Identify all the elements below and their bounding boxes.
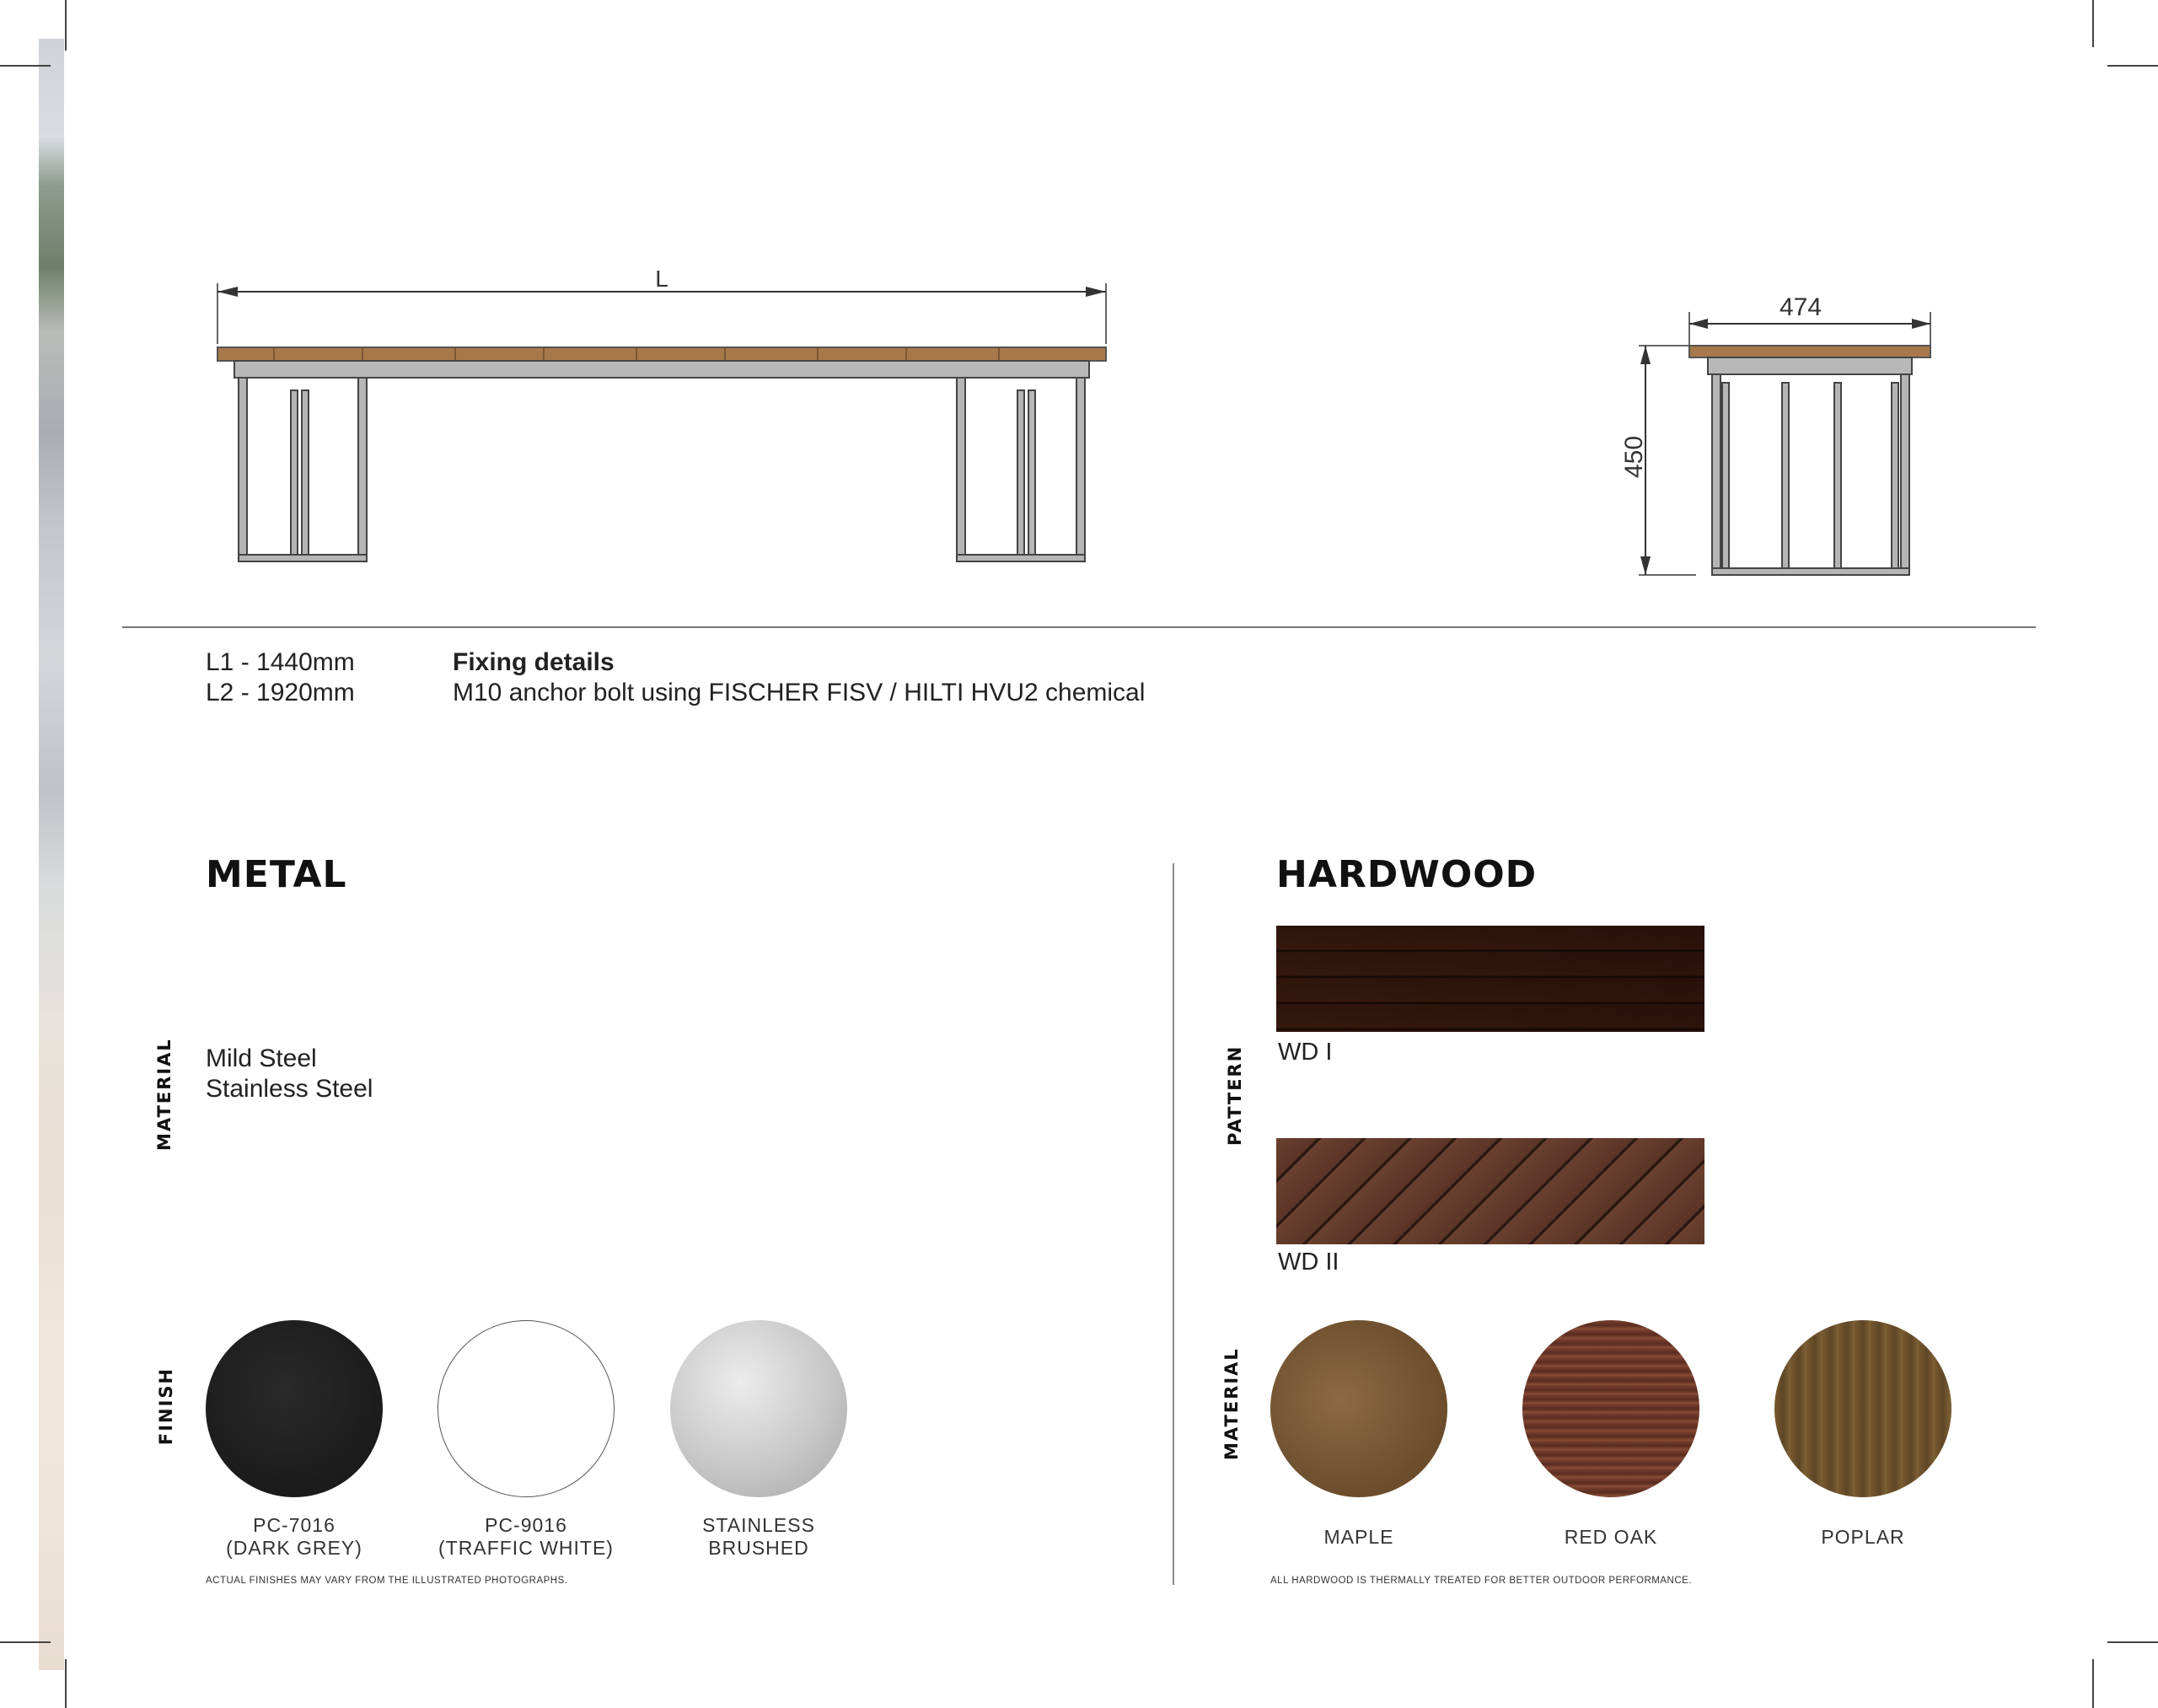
metal-material-1: Mild Steel bbox=[206, 1045, 317, 1072]
crop-mark bbox=[65, 1659, 67, 1708]
finish-name: BRUSHED bbox=[708, 1537, 809, 1559]
finish-swatch-dark-grey bbox=[206, 1320, 383, 1497]
length-dimension-label: L bbox=[655, 266, 668, 292]
crop-mark bbox=[2107, 1641, 2158, 1643]
finish-caption-stainless bbox=[641, 1514, 877, 1560]
finish-swatch-traffic-white bbox=[438, 1320, 615, 1497]
finish-name: (TRAFFIC WHITE) bbox=[438, 1537, 614, 1559]
wood-swatch-poplar bbox=[1774, 1320, 1951, 1497]
hardwood-material-label: MATERIAL bbox=[1221, 1347, 1242, 1460]
crop-mark bbox=[2092, 0, 2094, 47]
hardwood-section-title: HARDWOOD bbox=[1276, 853, 1538, 896]
finish-code: STAINLESS bbox=[702, 1514, 815, 1536]
height-dimension-label: 450 bbox=[1620, 435, 1648, 479]
pattern-image-wd1 bbox=[1276, 926, 1704, 1032]
finish-code: PC-7016 bbox=[253, 1514, 336, 1536]
wood-caption-red-oak: RED OAK bbox=[1564, 1526, 1658, 1548]
crop-mark bbox=[2107, 65, 2158, 67]
metal-finish-note: ACTUAL FINISHES MAY VARY FROM THE ILLUSTRATED PHOTOGRAPHS. bbox=[206, 1576, 568, 1586]
pattern-image-wd2 bbox=[1276, 1138, 1704, 1244]
finish-caption-traffic-white bbox=[408, 1514, 644, 1560]
column-divider bbox=[1173, 863, 1174, 1585]
finish-caption-dark-grey bbox=[176, 1514, 412, 1560]
finish-swatch-stainless-brushed bbox=[670, 1320, 847, 1497]
finish-code: PC-9016 bbox=[485, 1514, 567, 1536]
hardwood-note: ALL HARDWOOD IS THERMALLY TREATED FOR BETTER OUTDOOR PERFORMANCE. bbox=[1270, 1576, 1693, 1586]
pattern-label-wd2: WD II bbox=[1278, 1249, 1339, 1276]
metal-finish-label: FINISH bbox=[156, 1367, 176, 1446]
crop-mark bbox=[2092, 1659, 2094, 1708]
fixing-details-title: Fixing details bbox=[453, 648, 615, 676]
length-spec-1: L1 - 1440mm bbox=[206, 648, 355, 676]
metal-material-label: MATERIAL bbox=[154, 1038, 174, 1151]
metal-section-title: METAL bbox=[206, 853, 347, 896]
bench-front-elevation bbox=[0, 253, 1130, 573]
bench-side-elevation bbox=[1602, 278, 1956, 590]
pattern-label-wd1: WD I bbox=[1278, 1039, 1333, 1066]
crop-mark bbox=[0, 1641, 51, 1643]
fixing-details-text: M10 anchor bolt using FISCHER FISV / HILTI HVU2 chemical bbox=[453, 679, 1146, 706]
width-dimension-label: 474 bbox=[1779, 293, 1822, 321]
crop-mark bbox=[0, 65, 51, 67]
wood-caption-maple: MAPLE bbox=[1323, 1526, 1394, 1548]
section-divider bbox=[122, 626, 2036, 628]
crop-mark bbox=[65, 0, 67, 51]
finish-name: (DARK GREY) bbox=[226, 1537, 362, 1559]
wood-swatch-maple bbox=[1270, 1320, 1447, 1497]
length-spec-2: L2 - 1920mm bbox=[206, 679, 355, 706]
wood-swatch-red-oak bbox=[1522, 1320, 1699, 1497]
wood-caption-poplar: POPLAR bbox=[1821, 1526, 1905, 1548]
metal-material-2: Stainless Steel bbox=[206, 1075, 373, 1103]
hardwood-pattern-label: PATTERN bbox=[1225, 1045, 1245, 1146]
